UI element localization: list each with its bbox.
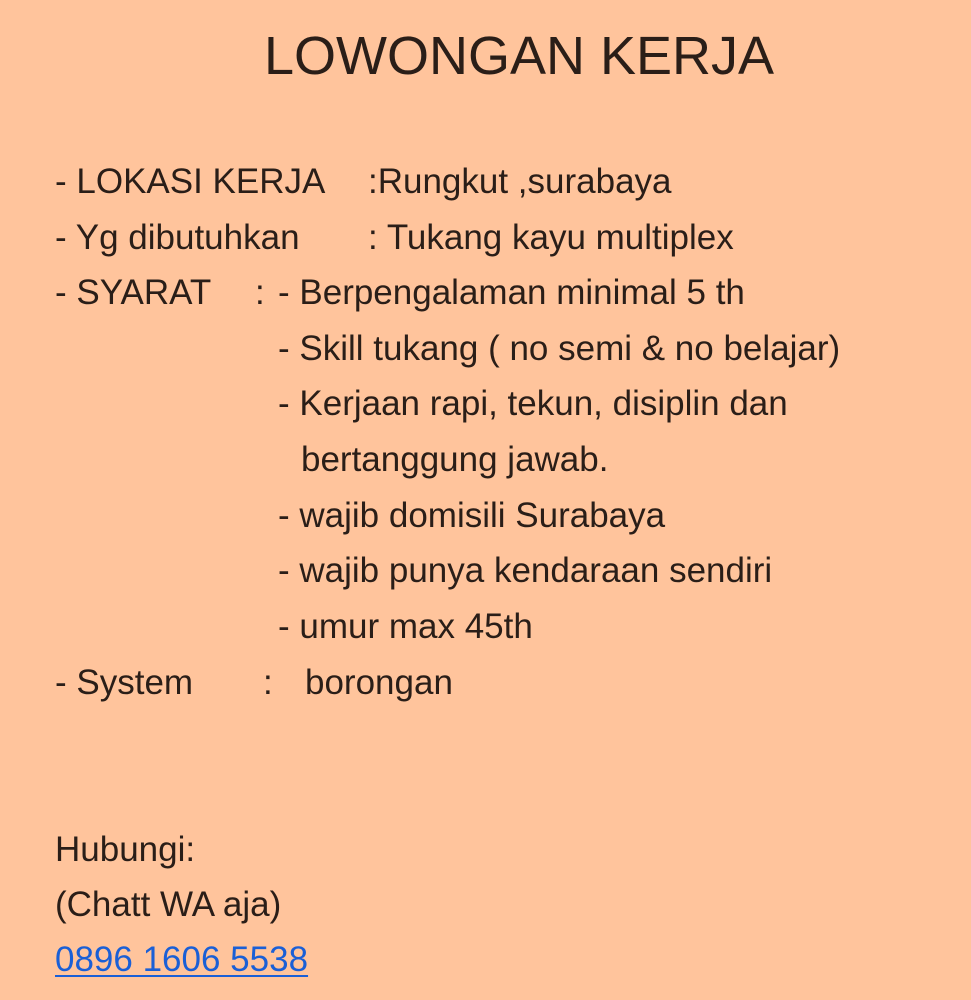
phone-link[interactable]: 0896 1606 5538 [55,940,309,979]
system-colon: : [263,663,273,702]
system-value: borongan [305,663,453,702]
syarat-item: - umur max 45th [278,607,533,646]
syarat-colon: : [255,273,265,312]
syarat-item-continuation: bertanggung jawab. [301,440,609,479]
syarat-item: - wajib domisili Surabaya [278,496,666,535]
syarat-item: - wajib punya kendaraan sendiri [278,551,773,590]
contact-note: (Chatt WA aja) [55,885,282,924]
system-label: - System [55,663,194,702]
syarat-label: - SYARAT [55,273,212,312]
lokasi-label: - LOKASI KERJA [55,162,326,201]
page-title: LOWONGAN KERJA [263,26,775,86]
dibutuhkan-value: : Tukang kayu multiplex [368,218,734,257]
contact-heading: Hubungi: [55,830,196,869]
syarat-item: - Skill tukang ( no semi & no belajar) [278,329,841,368]
dibutuhkan-label: - Yg dibutuhkan [55,218,300,257]
lokasi-value: :Rungkut ,surabaya [368,162,672,201]
syarat-item: - Kerjaan rapi, tekun, disiplin dan [278,384,788,423]
syarat-item: - Berpengalaman minimal 5 th [278,273,745,312]
